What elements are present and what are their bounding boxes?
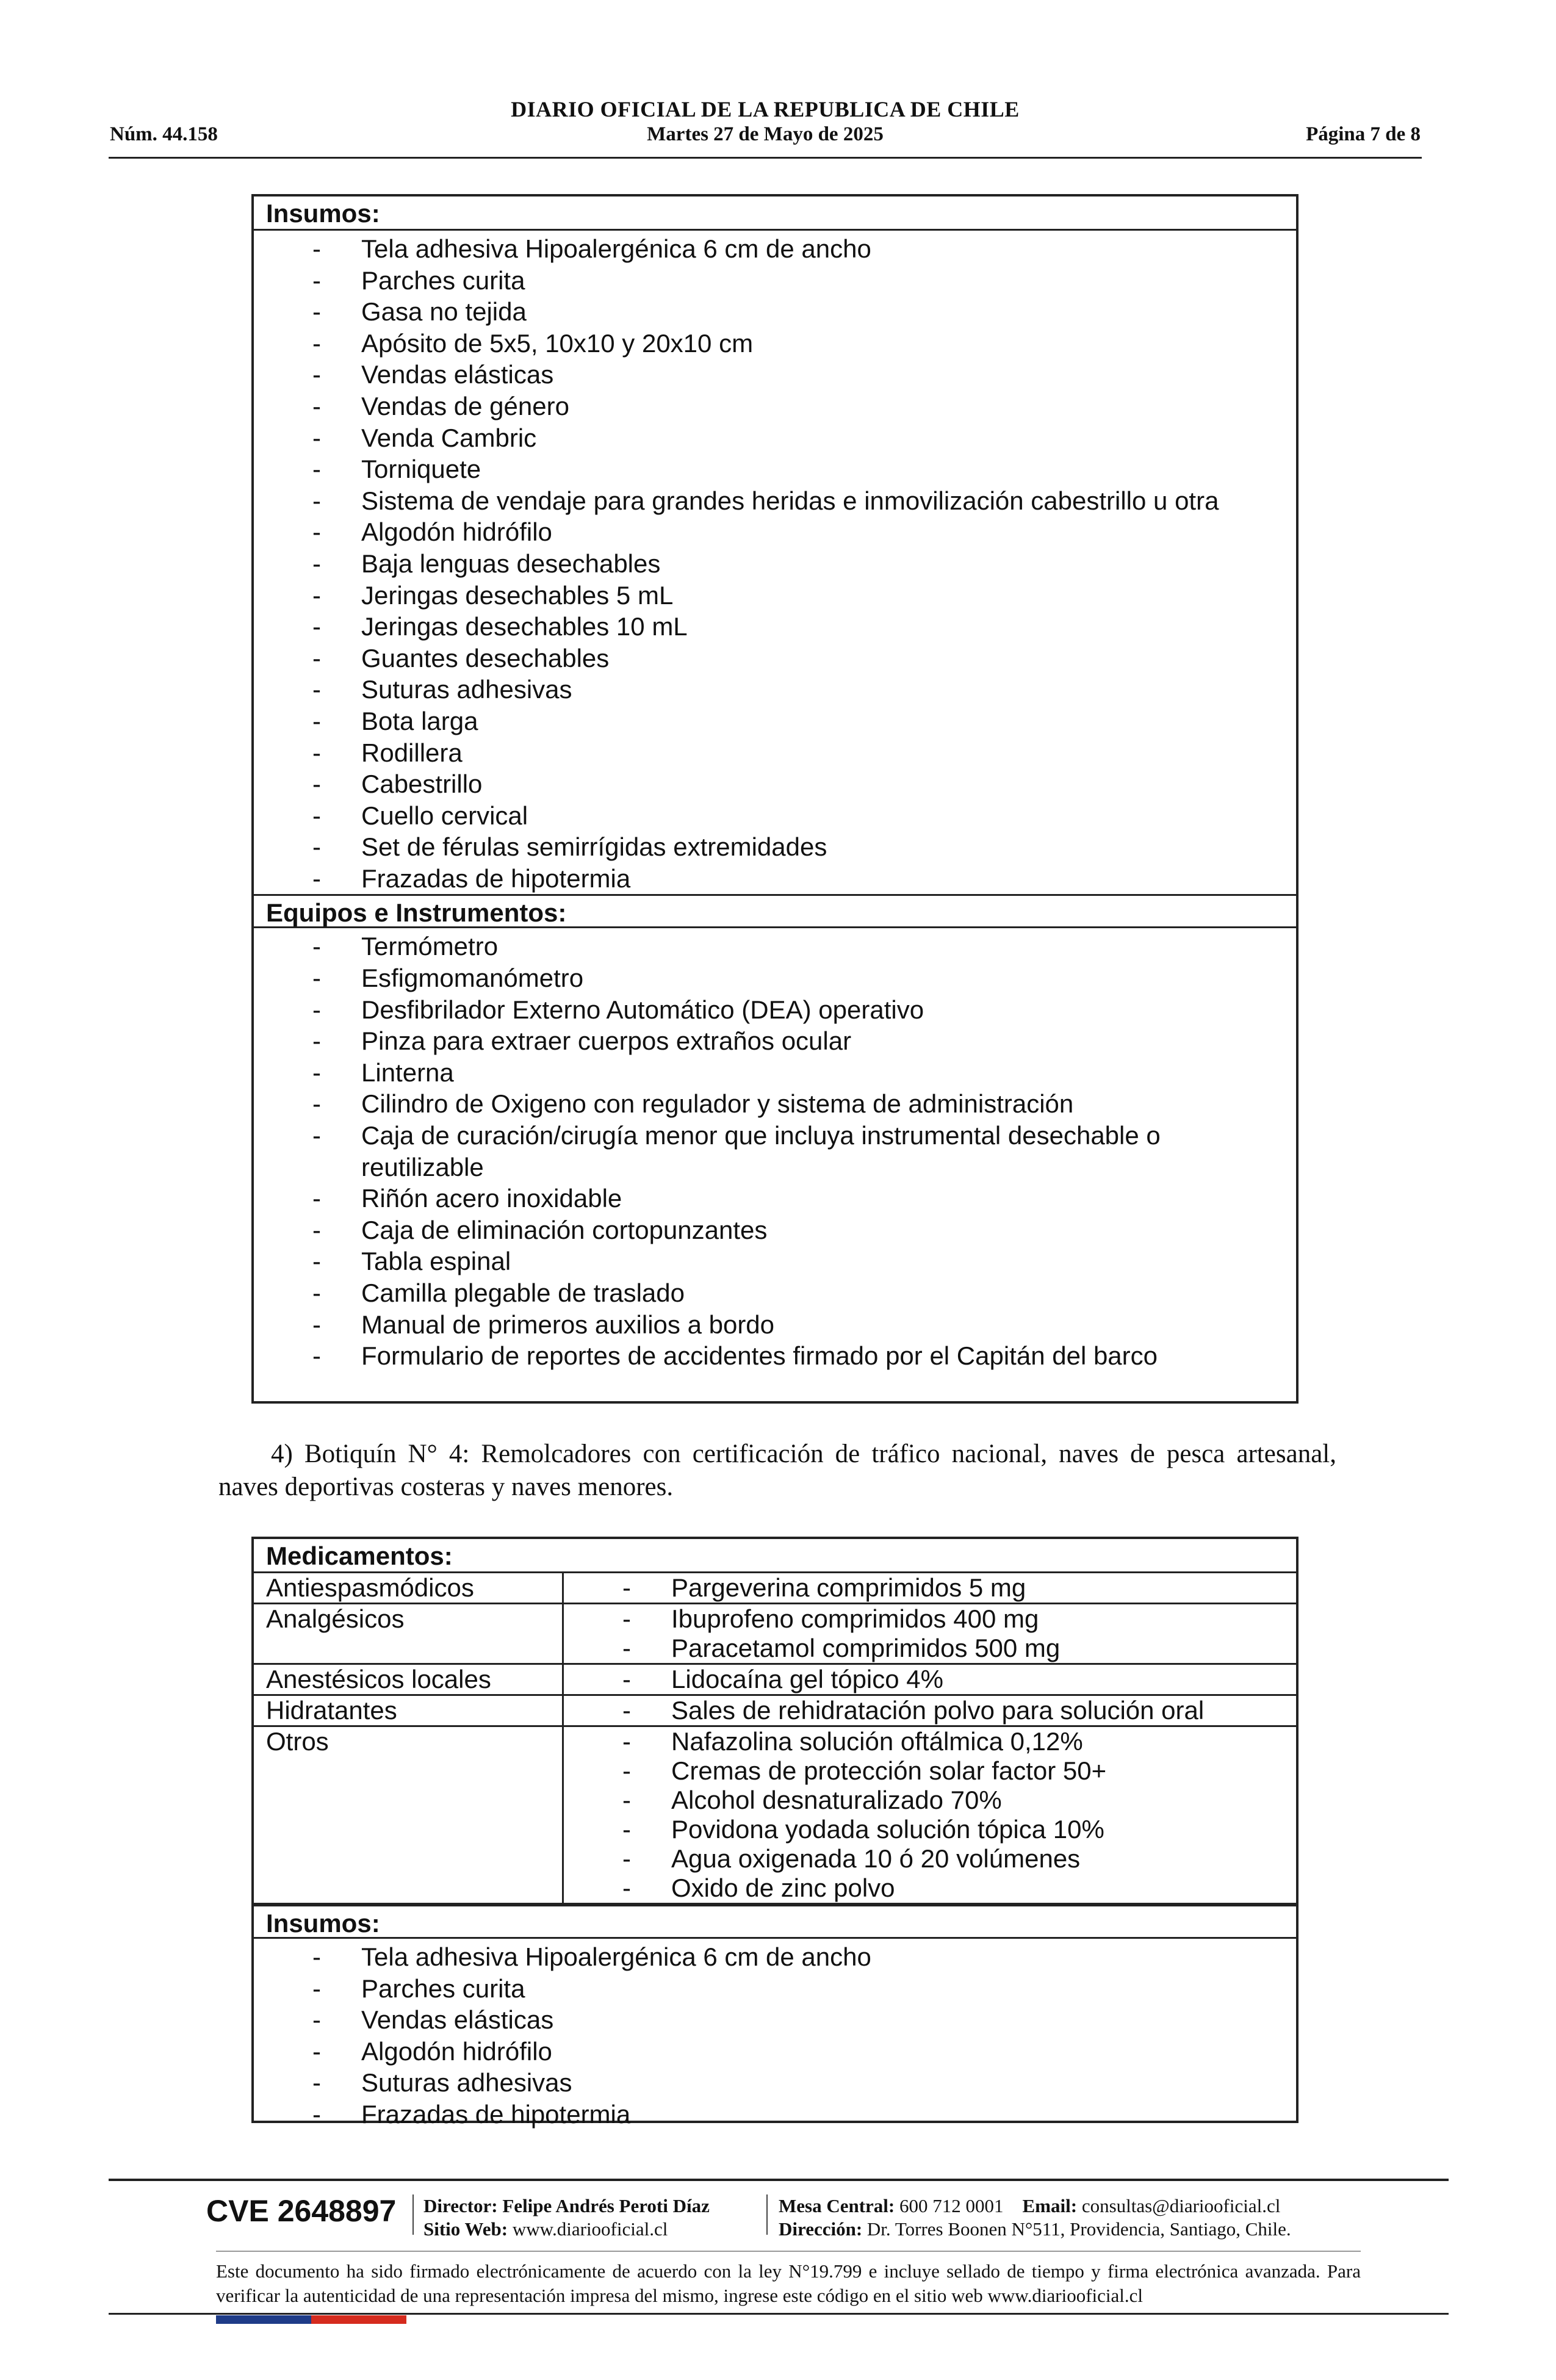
dash-bullet: -: [312, 706, 321, 735]
item-text: Sistema de vendaje para grandes heridas e inmovilización cabestrillo u otra: [361, 486, 1219, 515]
item-text: Set de férulas semirrígidas extremidades: [361, 832, 827, 862]
list-item: [254, 1214, 1296, 1246]
dash-bullet: -: [312, 1341, 321, 1371]
medicine-cell: [564, 1604, 1296, 1663]
dash-bullet: -: [312, 1310, 321, 1339]
list-item: [254, 1057, 1296, 1089]
item-text: Riñón acero inoxidable: [361, 1184, 622, 1213]
list-item: [254, 931, 1296, 962]
footer-bottom-rule: [109, 2313, 1449, 2315]
director-name: Felipe Andrés Peroti Díaz: [502, 2195, 710, 2216]
dash-bullet: -: [312, 2005, 321, 2035]
insumos-list: [254, 1939, 1296, 2130]
equipos-heading: Equipos e Instrumentos:: [254, 894, 1296, 928]
dash-bullet: -: [312, 360, 321, 389]
medicamentos-heading: Medicamentos:: [254, 1539, 1296, 1573]
item-text: Tela adhesiva Hipoalergénica 6 cm de ancho: [361, 234, 871, 263]
list-item: [254, 1120, 1296, 1183]
item-text: Vendas elásticas: [361, 2005, 554, 2035]
dash-bullet: -: [312, 580, 321, 610]
dash-bullet: -: [312, 801, 321, 830]
footer-separator: [216, 2251, 1361, 2252]
category-cell: Analgésicos: [254, 1604, 564, 1663]
item-text: Desfibrilador Externo Automático (DEA) operativo: [361, 995, 924, 1024]
item-text: Bota larga: [361, 706, 478, 735]
medicine-cell: [564, 1727, 1296, 1903]
mesa-phone: 600 712 0001: [899, 2195, 1004, 2216]
item-text: Torniquete: [361, 455, 481, 484]
dash-bullet: -: [622, 1727, 631, 1756]
dash-bullet: -: [312, 391, 321, 420]
list-item: [254, 705, 1296, 737]
web-label: Sitio Web:: [423, 2218, 508, 2240]
item-text: Parches curita: [361, 265, 525, 295]
item-text: Pargeverina comprimidos 5 mg: [671, 1573, 1026, 1602]
dash-bullet: -: [312, 2068, 321, 2097]
dash-bullet: -: [312, 1974, 321, 2003]
list-item: [254, 1277, 1296, 1309]
list-item: [254, 485, 1296, 517]
table-row: [254, 1727, 1296, 1905]
dash-bullet: -: [312, 932, 321, 961]
item-text: Algodón hidrófilo: [361, 2036, 552, 2066]
insumos-heading: Insumos:: [254, 197, 1296, 231]
item-text: Vendas de género: [361, 391, 569, 420]
dash-bullet: -: [312, 297, 321, 326]
dash-bullet: -: [622, 1573, 631, 1602]
email-label: Email:: [1022, 2195, 1078, 2216]
item-text: Suturas adhesivas: [361, 2068, 572, 2097]
item-text: Termómetro: [361, 932, 499, 961]
footer-divider: [766, 2194, 768, 2235]
dash-bullet: -: [312, 1089, 321, 1119]
web-link[interactable]: www.diariooficial.cl: [512, 2218, 668, 2240]
dash-bullet: -: [312, 517, 321, 547]
item-text: Oxido de zinc polvo: [671, 1873, 895, 1902]
dash-bullet: -: [622, 1873, 631, 1902]
page-number: Página 7 de 8: [1306, 123, 1421, 145]
direccion-label: Dirección:: [779, 2218, 863, 2240]
dash-bullet: -: [622, 1696, 631, 1725]
item-text: Cabestrillo: [361, 770, 483, 799]
item-text: Rodillera: [361, 738, 463, 767]
dash-bullet: -: [312, 455, 321, 484]
list-item: [254, 328, 1296, 359]
medicine-cell: [564, 1665, 1296, 1694]
flag-stripe-blue: [216, 2315, 311, 2324]
page-footer: [109, 2179, 1449, 2374]
category-cell: Anestésicos locales: [254, 1665, 564, 1694]
dash-bullet: -: [622, 1786, 631, 1814]
list-item: [254, 1973, 1296, 2005]
list-item: [564, 1727, 1296, 1756]
item-text: Suturas adhesivas: [361, 675, 572, 704]
dash-bullet: -: [312, 864, 321, 893]
list-item: [254, 1183, 1296, 1214]
dash-bullet: -: [622, 1844, 631, 1873]
botiquin-4-table: [251, 1537, 1298, 2129]
list-item: [254, 391, 1296, 422]
list-item: [564, 1665, 1296, 1694]
insumos-list: [254, 231, 1296, 894]
list-item: [254, 265, 1296, 297]
item-text: Pinza para extraer cuerpos extraños ocular: [361, 1026, 852, 1056]
dash-bullet: -: [312, 738, 321, 767]
item-text: Gasa no tejida: [361, 297, 527, 326]
dash-bullet: -: [622, 1815, 631, 1844]
list-item: [564, 1634, 1296, 1663]
dash-bullet: -: [622, 1756, 631, 1785]
list-item: [254, 737, 1296, 769]
list-item: [254, 296, 1296, 328]
item-text: Sales de rehidratación polvo para solución oral: [671, 1696, 1205, 1725]
dash-bullet: -: [622, 1604, 631, 1633]
list-item: [254, 233, 1296, 265]
item-text: Apósito de 5x5, 10x10 y 20x10 cm: [361, 328, 754, 358]
medicine-cell: [564, 1696, 1296, 1725]
item-text: Cilindro de Oxigeno con regulador y sistema de administración: [361, 1089, 1074, 1119]
item-text: Caja de eliminación cortopunzantes: [361, 1215, 768, 1244]
dash-bullet: -: [312, 643, 321, 673]
item-text: Alcohol desnaturalizado 70%: [671, 1786, 1002, 1814]
item-text: Frazadas de hipotermia: [361, 2099, 631, 2129]
item-text: Nafazolina solución oftálmica 0,12%: [671, 1727, 1083, 1756]
list-item: [254, 422, 1296, 454]
dash-bullet: -: [312, 964, 321, 993]
cve-code: CVE 2648897: [206, 2194, 397, 2228]
list-item: [254, 643, 1296, 674]
botiquin-3-table: [251, 194, 1298, 1404]
list-item: [254, 1246, 1296, 1277]
dash-bullet: -: [312, 1184, 321, 1213]
flag-stripe-red: [311, 2315, 406, 2324]
list-item: [254, 1340, 1296, 1372]
list-item: [254, 516, 1296, 548]
item-text: Frazadas de hipotermia: [361, 864, 631, 893]
item-text: Caja de curación/cirugía menor que incluya instrumental desechable o reutilizable: [361, 1121, 1161, 1181]
footer-divider: [412, 2194, 414, 2235]
equipos-list: [254, 928, 1296, 1371]
dash-bullet: -: [312, 832, 321, 862]
item-text: Vendas elásticas: [361, 360, 554, 389]
list-item: [254, 2004, 1296, 2036]
category-cell: Hidratantes: [254, 1696, 564, 1725]
list-item: [254, 1088, 1296, 1120]
list-item: [254, 580, 1296, 611]
botiquin-4-paragraph: [218, 1438, 1336, 1504]
list-item: [564, 1604, 1296, 1634]
dash-bullet: -: [312, 234, 321, 263]
medicamentos-rows: [254, 1573, 1296, 1905]
table-row: [254, 1665, 1296, 1696]
list-item: [254, 768, 1296, 800]
dash-bullet: -: [312, 1247, 321, 1276]
dash-bullet: -: [622, 1665, 631, 1693]
item-text: Cremas de protección solar factor 50+: [671, 1756, 1107, 1785]
item-text: Guantes desechables: [361, 643, 610, 673]
table-row: [254, 1696, 1296, 1727]
list-item: [254, 453, 1296, 485]
list-item: [254, 831, 1296, 863]
item-text: Algodón hidrófilo: [361, 517, 552, 547]
insumos-heading: Insumos:: [254, 1905, 1296, 1939]
list-item: [254, 1309, 1296, 1341]
director-label: Director:: [423, 2195, 498, 2216]
direccion-text: Dr. Torres Boonen N°511, Providencia, Santiago, Chile.: [866, 2218, 1291, 2240]
list-item: [564, 1696, 1296, 1725]
item-text: Agua oxigenada 10 ó 20 volúmenes: [671, 1844, 1081, 1873]
dash-bullet: -: [312, 328, 321, 358]
list-item: [254, 611, 1296, 643]
list-item: [564, 1844, 1296, 1873]
list-item: [564, 1786, 1296, 1815]
item-text: Venda Cambric: [361, 423, 537, 452]
page-header: [109, 92, 1422, 159]
legal-notice: Este documento ha sido firmado electrónicamente de acuerdo con la ley N°19.799 e incluye sellado de tiempo y firma electrónica avanzada. Para verificar la autenticidad de una representación impresa del mismo, ingrese este código en el sitio web www.diariooficial.cl: [216, 2260, 1361, 2306]
item-text: Esfigmomanómetro: [361, 964, 584, 993]
list-item: [254, 863, 1296, 895]
dash-bullet: -: [312, 675, 321, 704]
item-text: Parches curita: [361, 1974, 525, 2003]
dash-bullet: -: [312, 612, 321, 641]
list-item: [254, 2036, 1296, 2068]
list-item: [254, 674, 1296, 705]
category-cell: Antiespasmódicos: [254, 1573, 564, 1603]
list-item: [564, 1815, 1296, 1844]
issue-date: Martes 27 de Mayo de 2025: [647, 123, 884, 145]
paragraph-text: 4) Botiquín N° 4: Remolcadores con certificación de tráfico nacional, naves de pesca artesanal, naves deportivas costeras y naves menores.: [218, 1440, 1336, 1501]
email-link[interactable]: consultas@diariooficial.cl: [1081, 2195, 1281, 2216]
dash-bullet: -: [312, 423, 321, 452]
dash-bullet: -: [312, 1121, 321, 1150]
dash-bullet: -: [312, 549, 321, 578]
list-item: [254, 800, 1296, 832]
list-item: [254, 962, 1296, 994]
item-text: Cuello cervical: [361, 801, 528, 830]
list-item: [564, 1573, 1296, 1603]
list-item: [254, 2099, 1296, 2130]
dash-bullet: -: [312, 770, 321, 799]
item-text: Jeringas desechables 10 mL: [361, 612, 688, 641]
dash-bullet: -: [312, 265, 321, 295]
list-item: [254, 359, 1296, 391]
issue-number: Núm. 44.158: [110, 123, 218, 145]
footer-contact-block: [779, 2194, 1291, 2241]
table-row: [254, 1573, 1296, 1604]
newspaper-title: DIARIO OFICIAL DE LA REPUBLICA DE CHILE: [511, 97, 1020, 121]
item-text: Povidona yodada solución tópica 10%: [671, 1815, 1104, 1844]
medicine-cell: [564, 1573, 1296, 1603]
dash-bullet: -: [312, 1215, 321, 1244]
item-text: Manual de primeros auxilios a bordo: [361, 1310, 775, 1339]
item-text: Tabla espinal: [361, 1247, 511, 1276]
list-item: [254, 1941, 1296, 1973]
item-text: Baja lenguas desechables: [361, 549, 661, 578]
item-text: Paracetamol comprimidos 500 mg: [671, 1634, 1061, 1662]
list-item: [254, 2067, 1296, 2099]
item-text: Formulario de reportes de accidentes firmado por el Capitán del barco: [361, 1341, 1158, 1371]
dash-bullet: -: [312, 2099, 321, 2129]
list-item: [564, 1873, 1296, 1903]
dash-bullet: -: [312, 1278, 321, 1307]
dash-bullet: -: [622, 1634, 631, 1662]
dash-bullet: -: [312, 1026, 321, 1056]
category-cell: Otros: [254, 1727, 564, 1903]
list-item: [254, 548, 1296, 580]
item-text: Lidocaína gel tópico 4%: [671, 1665, 943, 1693]
dash-bullet: -: [312, 995, 321, 1024]
mesa-label: Mesa Central:: [779, 2195, 895, 2216]
dash-bullet: -: [312, 1942, 321, 1971]
item-text: Ibuprofeno comprimidos 400 mg: [671, 1604, 1039, 1633]
dash-bullet: -: [312, 486, 321, 515]
item-text: Jeringas desechables 5 mL: [361, 580, 674, 610]
list-item: [254, 994, 1296, 1026]
table-row: [254, 1604, 1296, 1665]
list-item: [254, 1025, 1296, 1057]
list-item: [564, 1756, 1296, 1786]
dash-bullet: -: [312, 2036, 321, 2066]
footer-director-block: [423, 2194, 710, 2241]
item-text: Linterna: [361, 1058, 454, 1087]
item-text: Tela adhesiva Hipoalergénica 6 cm de ancho: [361, 1942, 871, 1971]
dash-bullet: -: [312, 1058, 321, 1087]
item-text: Camilla plegable de traslado: [361, 1278, 685, 1307]
